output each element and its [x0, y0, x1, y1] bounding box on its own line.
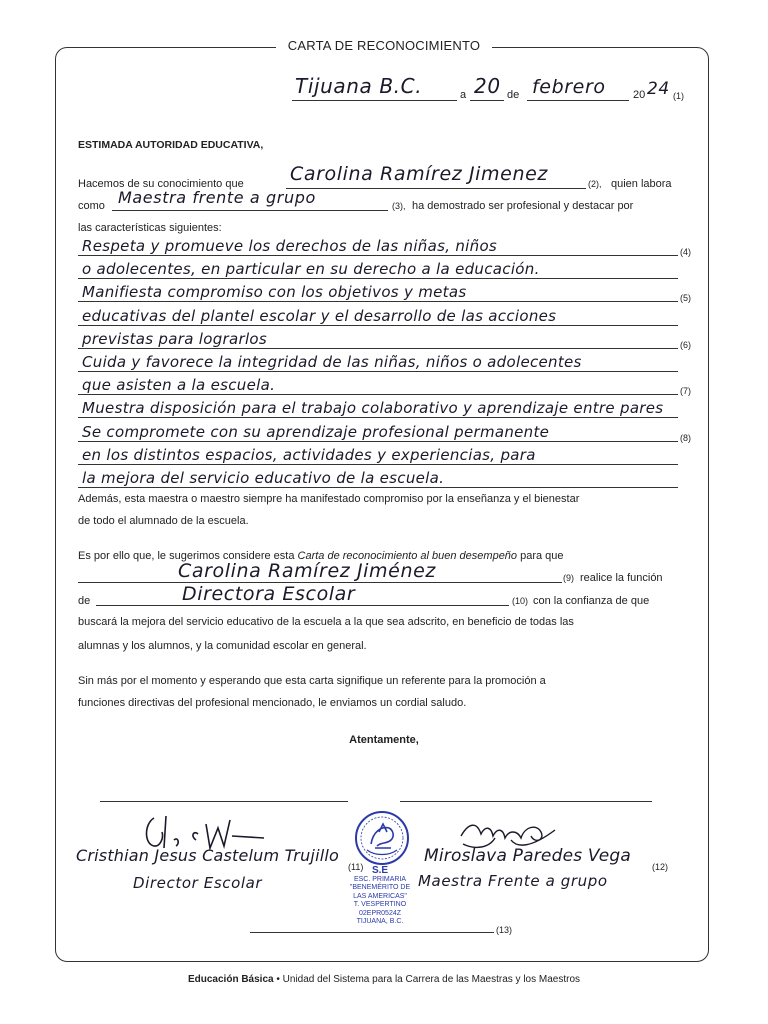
salutation: ESTIMADA AUTORIDAD EDUCATIVA,	[78, 139, 264, 151]
paragraph3-line3: buscará la mejora del servicio educativo de la escuela a la que sea adscrito, en beneficio de todas las	[78, 616, 574, 628]
date-city: Tijuana B.C.	[295, 74, 423, 98]
paragraph4-line2: funciones directivas del profesional mencionado, le enviamos un cordial saludo.	[78, 697, 467, 709]
paragraph3-after10: con la confianza de que	[533, 595, 650, 607]
stamp-line5: 02EPR0524Z	[358, 909, 402, 917]
intro-ref2: (2),	[588, 179, 602, 189]
intro-prefix: Hacemos de su conocimiento que	[78, 178, 244, 190]
right-signer-title: Maestra Frente a grupo	[418, 872, 608, 890]
left-signer-ref: (11)	[348, 862, 364, 872]
supervisor-ref: (13)	[496, 925, 513, 935]
right-signer-name: Miroslava Paredes Vega	[424, 846, 631, 866]
teacher-name-underline	[286, 188, 586, 189]
stamp-line4: T. VESPERTINO	[353, 901, 407, 908]
function-underline	[96, 605, 509, 606]
characteristic-underline	[78, 417, 678, 418]
teacher-role-underline	[112, 210, 388, 211]
date-month-underline	[527, 100, 629, 101]
closing: Atentamente,	[349, 734, 419, 746]
characteristic-text: Se compromete con su aprendizaje profesional permanente	[82, 422, 550, 441]
stamp-line1: ESC. PRIMARIA	[353, 875, 407, 883]
paragraph3-ref10: (10)	[512, 596, 529, 606]
characteristic-ref: (4)	[680, 247, 691, 257]
footer-bold: Educación Básica	[187, 974, 274, 985]
characteristic-text: o adolecentes, en particular en su derecho a la educación.	[82, 260, 540, 279]
date-de-label: de	[507, 89, 520, 101]
date-month: febrero	[532, 76, 606, 98]
stamp-line2: "BENEMÉRITO DE	[349, 884, 411, 891]
characteristic-underline	[78, 278, 678, 279]
date-day: 20	[474, 74, 501, 98]
left-signer-name: Cristhian Jesus Castelum Trujillo	[76, 846, 339, 865]
footer-text: Unidad del Sistema para la Carrera de las Maestras y los Maestros	[282, 974, 581, 985]
document-title: CARTA DE RECONOCIMIENTO	[0, 38, 768, 53]
characteristic-underline	[78, 441, 678, 442]
paragraph3-line4: alumnas y los alumnos, y la comunidad escolar en general.	[78, 640, 367, 652]
date-year-suffix: 24	[647, 79, 670, 99]
intro-line3: las características siguientes:	[78, 222, 222, 234]
characteristic-text: Cuida y favorece la integridad de las niñas, niños o adolecentes	[82, 353, 582, 371]
characteristic-underline	[78, 325, 678, 326]
paragraph3-de: de	[78, 595, 91, 607]
paragraph3-after9: realice la función	[580, 572, 663, 584]
characteristic-ref: (6)	[680, 339, 691, 350]
characteristic-text: la mejora del servicio educativo de la escuela.	[82, 469, 445, 487]
stamp-line6: TIJUANA, B.C.	[356, 918, 404, 925]
characteristic-ref: (5)	[680, 293, 691, 304]
teacher-role: Maestra frente a grupo	[118, 188, 316, 207]
characteristic-underline	[78, 464, 678, 465]
characteristic-underline	[78, 371, 678, 372]
characteristic-underline	[78, 255, 678, 256]
right-signer-ref: (12)	[652, 862, 669, 872]
school-stamp	[330, 867, 430, 927]
date-a-label: a	[460, 89, 467, 101]
characteristic-text: Muestra disposición para el trabajo colaborativo y aprendizaje entre pares	[82, 399, 664, 418]
characteristic-underline	[78, 487, 678, 488]
characteristic-ref: (8)	[680, 432, 691, 443]
paragraph2-line2: de todo el alumnado de la escuela.	[78, 515, 249, 527]
intro-como: como	[78, 200, 105, 212]
date-year-prefix: 20	[633, 89, 646, 101]
characteristic-text: en los distintos espacios, actividades y experiencias, para	[82, 445, 536, 464]
stamp-line3: LAS AMERICAS"	[353, 892, 407, 900]
characteristic-underline	[78, 301, 678, 302]
intro-suffix: quien labora	[611, 178, 672, 190]
characteristic-underline	[78, 348, 678, 349]
paragraph3-line1: Es por ello que, le sugerimos considere esta Carta de reconocimiento al buen desempeño para que	[78, 550, 564, 562]
characteristic-text: Respeta y promueve los derechos de las niñas, niños	[82, 237, 498, 255]
right-signature-line	[400, 801, 652, 802]
footer	[0, 974, 768, 985]
supervisor-signature-line	[250, 932, 494, 933]
characteristic-underline	[78, 394, 678, 395]
candidate-function: Directora Escolar	[182, 583, 356, 605]
footer-bullet: •	[276, 974, 280, 985]
date-city-underline	[292, 100, 457, 101]
paragraph2-line1: Además, esta maestra o maestro siempre ha manifestado compromiso por la enseñanza y el bienestar	[78, 493, 580, 505]
candidate-name: Carolina Ramírez Jiménez	[178, 560, 436, 582]
characteristic-text: que asisten a la escuela.	[82, 376, 276, 395]
characteristic-text: educativas del plantel escolar y el desarrollo de las acciones	[82, 306, 557, 325]
teacher-name: Carolina Ramírez Jimenez	[290, 163, 548, 185]
mexico-seal-icon	[347, 810, 417, 866]
characteristic-text: previstas para lograrlos	[82, 329, 268, 348]
date-day-underline	[470, 100, 504, 101]
intro-ref3: (3),	[392, 201, 406, 211]
date-ref: (1)	[673, 91, 684, 101]
paragraph3-ref9: (9)	[563, 573, 574, 583]
left-signer-title: Director Escolar	[133, 874, 263, 892]
stamp-se: S.E	[371, 865, 389, 876]
left-signature-line	[100, 801, 348, 802]
characteristic-ref: (7)	[680, 386, 691, 397]
characteristic-text: Manifiesta compromiso con los objetivos y metas	[82, 283, 467, 302]
paragraph4-line1: Sin más por el momento y esperando que esta carta signifique un referente para la promoción a	[78, 675, 546, 687]
intro-role-suffix: ha demostrado ser profesional y destacar por	[412, 200, 634, 212]
